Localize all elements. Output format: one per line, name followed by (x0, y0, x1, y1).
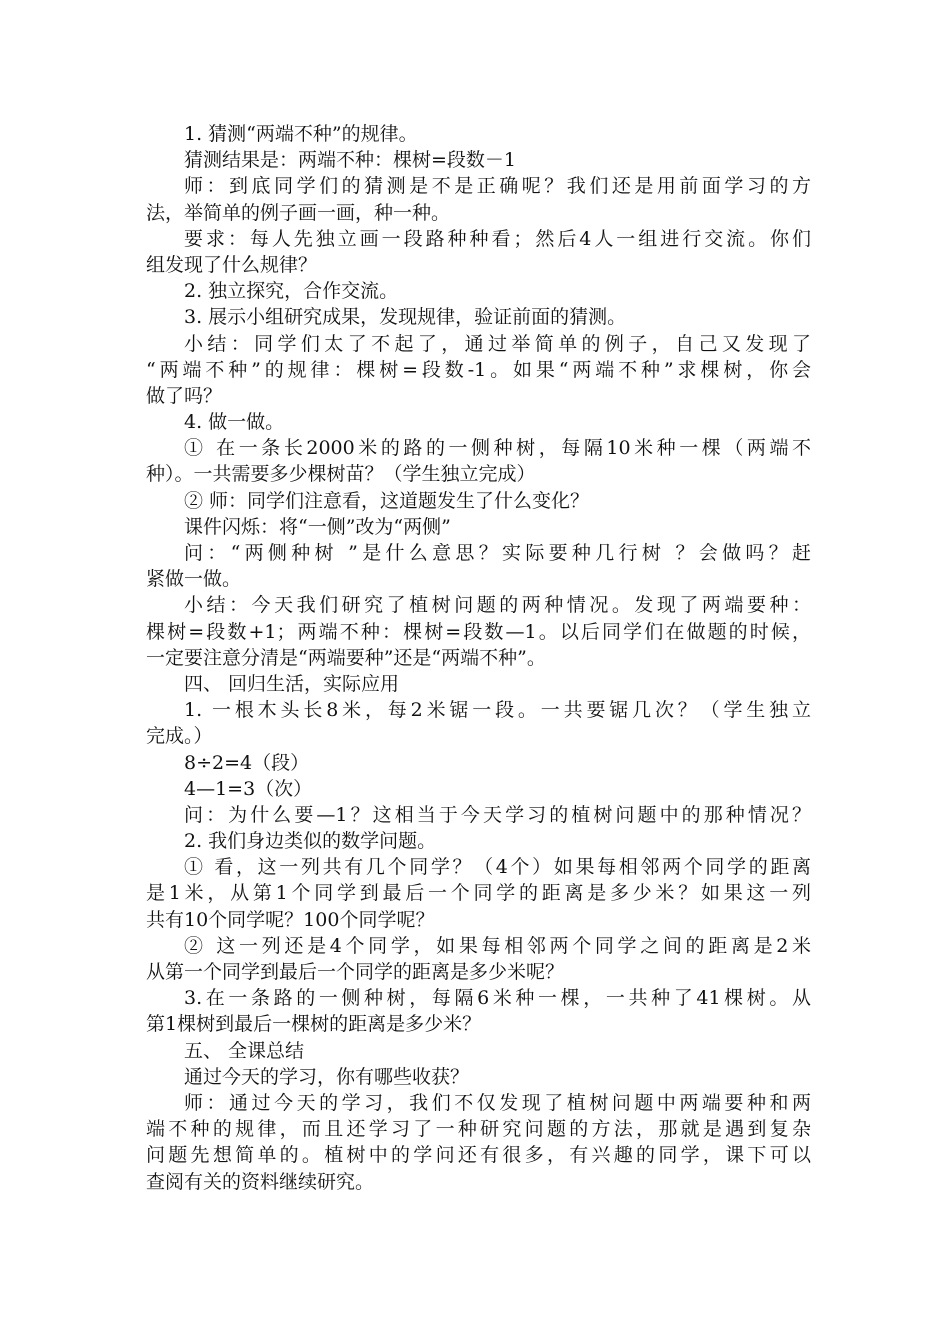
text-line: 课件闪烁：将“一侧”改为“两侧” (184, 515, 451, 538)
text-line: 1. 猜测“两端不种”的规律。 (184, 123, 418, 145)
section-heading: 五、 全课总结 (184, 1039, 305, 1062)
text-line: 从第一个同学到最后一个同学的距离是多少米呢？ (146, 961, 565, 983)
text-line: 4—1=3（次） (184, 777, 313, 800)
text-line: 1. 一根木头长8米，每2米锯一段。一共要锯几次？（学生独立 (184, 699, 811, 722)
text-line: 第1棵树到最后一棵树的距离是多少米？ (146, 1013, 482, 1036)
text-line: 2. 我们身边类似的数学问题。 (184, 830, 437, 853)
text-line: 是1米，从第1个同学到最后一个同学的距离是多少米？如果这一列 (146, 882, 811, 905)
text-line: 做了吗？ (146, 384, 223, 407)
text-line: 问：“两侧种树 ”是什么意思？实际要种几行树 ？会做吗？赶 (184, 542, 811, 564)
text-line: ① 看，这一列共有几个同学？（4个）如果每相邻两个同学的距离 (184, 856, 811, 879)
text-line: 完成。） (146, 725, 213, 748)
text-line: 8÷2=4（段） (184, 751, 310, 774)
text-line: 师：通过今天的学习，我们不仅发现了植树问题中两端要种和两 (184, 1091, 811, 1114)
text-line: 共有10个同学呢？100个同学呢？ (146, 908, 435, 931)
text-line: ② 师：同学们注意看，这道题发生了什么变化？ (184, 489, 590, 512)
text-line: 查阅有关的资料继续研究。 (146, 1170, 375, 1193)
text-line: 种）。一共需要多少棵树苗？（学生独立完成） (146, 463, 536, 486)
text-line: 问题先想简单的。植树中的学问还有很多，有兴趣的同学，课下可以 (146, 1144, 811, 1167)
text-line: 一定要注意分清是“两端要种”还是“两端不种”。 (146, 646, 546, 669)
text-line: “两端不种”的规律：棵树=段数-1。如果“两端不种”求棵树，你会 (146, 358, 811, 381)
document-body (146, 121, 811, 1195)
text-line: 猜测结果是：两端不种：棵树=段数－1 (184, 149, 517, 172)
text-line: 端不种的规律，而且还学习了一种研究问题的方法，那就是遇到复杂 (146, 1118, 811, 1141)
text-line: 通过今天的学习，你有哪些收获？ (184, 1065, 470, 1088)
text-line: 小结：今天我们研究了植树问题的两种情况。发现了两端要种： (184, 594, 811, 617)
text-line: 法，举简单的例子画一画，种一种。 (146, 201, 451, 224)
text-line: 问：为什么要—1？这相当于今天学习的植树问题中的那种情况？ (184, 803, 811, 826)
text-line: ② 这一列还是4个同学，如果每相邻两个同学之间的距离是2米 (184, 934, 811, 957)
section-heading: 四、 回归生活，实际应用 (184, 672, 400, 695)
text-line: 3.在一条路的一侧种树，每隔6米种一棵，一共种了41棵树。从 (184, 987, 811, 1010)
text-line: 3. 展示小组研究成果，发现规律，验证前面的猜测。 (184, 306, 627, 329)
text-line: 小结：同学们太了不起了，通过举简单的例子，自己又发现了 (184, 332, 811, 355)
text-line: 2. 独立探究，合作交流。 (184, 280, 399, 303)
text-line: 棵树=段数+1；两端不种：棵树=段数—1。以后同学们在做题的时候， (146, 620, 811, 643)
text-line: 4. 做一做。 (184, 411, 285, 434)
text-line: 要求：每人先独立画一段路种种看；然后4人一组进行交流。你们 (184, 227, 811, 250)
text-line: ① 在一条长2000米的路的一侧种树，每隔10米种一棵（两端不 (184, 437, 811, 460)
text-line: 紧做一做。 (146, 568, 242, 591)
text-line: 组发现了什么规律？ (146, 253, 318, 276)
text-line: 师：到底同学们的猜测是不是正确呢？我们还是用前面学习的方 (184, 175, 811, 198)
